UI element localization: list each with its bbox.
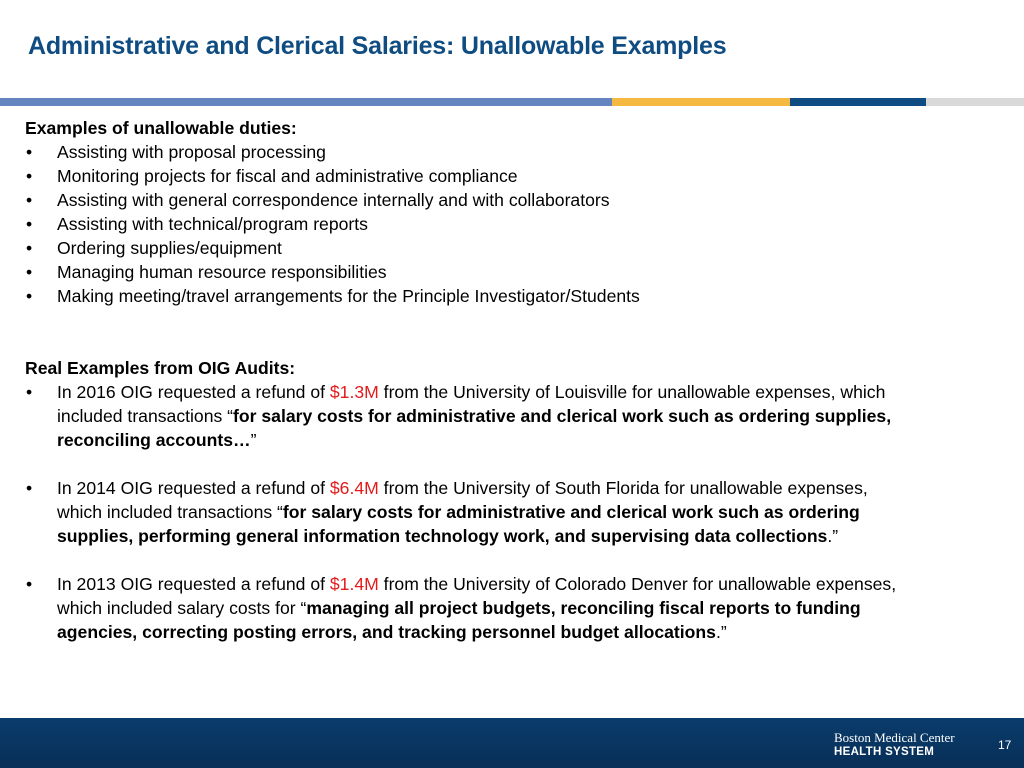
color-bar-segment-4 xyxy=(926,98,1024,106)
audit-item xyxy=(25,572,905,644)
color-bar-segment-3 xyxy=(790,98,926,106)
audit-text-mid: from the University of Colorado Denver for unallowable expenses, which included salary costs for “ xyxy=(57,574,897,618)
audit-text-post: .” xyxy=(715,622,727,642)
duty-text: Assisting with technical/program reports xyxy=(57,214,368,234)
duty-item xyxy=(25,284,905,308)
bullet-icon: • xyxy=(26,166,33,186)
audits-heading: Real Examples from OIG Audits: xyxy=(25,358,296,378)
duty-text: Ordering supplies/equipment xyxy=(57,238,282,258)
audit-text-post: .” xyxy=(827,526,839,546)
audits-list xyxy=(25,380,905,644)
header-color-bar xyxy=(0,98,1024,106)
audit-quote-bold: for salary costs for administrative and clerical work such as ordering supplies, performing general information technology work, and supervising data collections xyxy=(57,502,860,546)
bullet-icon: • xyxy=(26,574,33,594)
audit-text-pre: In 2014 OIG requested a refund of xyxy=(57,478,330,498)
audit-text-mid: from the University of Louisville for unallowable expenses, which included transactions “ xyxy=(57,382,886,426)
duty-item xyxy=(25,260,905,284)
slide-body xyxy=(25,116,905,644)
audit-text-post: ” xyxy=(250,430,257,450)
item-spacer xyxy=(25,452,905,476)
duty-item xyxy=(25,236,905,260)
duty-item xyxy=(25,188,905,212)
item-spacer xyxy=(25,548,905,572)
bullet-icon: • xyxy=(26,286,33,306)
audit-quote-bold: for salary costs for administrative and clerical work such as ordering supplies, reconciling accounts… xyxy=(57,406,892,450)
slide-title: Administrative and Clerical Salaries: Unallowable Examples xyxy=(28,32,727,60)
bullet-icon: • xyxy=(26,262,33,282)
duty-text: Monitoring projects for fiscal and administrative compliance xyxy=(57,166,518,186)
audit-text-mid: from the University of South Florida for unallowable expenses, which included transactions “ xyxy=(57,478,868,522)
logo-line-2: HEALTH SYSTEM xyxy=(834,746,935,758)
duty-text: Making meeting/travel arrangements for the Principle Investigator/Students xyxy=(57,286,640,306)
color-bar-segment-2 xyxy=(612,98,790,106)
bullet-icon: • xyxy=(26,238,33,258)
bullet-icon: • xyxy=(26,382,33,402)
bmc-logo xyxy=(834,731,955,759)
duty-item xyxy=(25,212,905,236)
duties-list xyxy=(25,140,905,308)
duty-item xyxy=(25,164,905,188)
logo-line-1: Boston Medical Center xyxy=(834,730,955,745)
refund-amount: $6.4M xyxy=(329,478,379,498)
section-spacer xyxy=(25,308,905,356)
refund-amount: $1.4M xyxy=(329,574,379,594)
bullet-icon: • xyxy=(26,478,33,498)
duties-heading: Examples of unallowable duties: xyxy=(25,118,297,138)
duty-text: Managing human resource responsibilities xyxy=(57,262,387,282)
duty-text: Assisting with general correspondence internally and with collaborators xyxy=(57,190,610,210)
bullet-icon: • xyxy=(26,214,33,234)
audit-item xyxy=(25,380,905,452)
audit-text-pre: In 2016 OIG requested a refund of xyxy=(57,382,330,402)
audit-text-pre: In 2013 OIG requested a refund of xyxy=(57,574,330,594)
footer-bar xyxy=(0,718,1024,768)
duty-item xyxy=(25,140,905,164)
bullet-icon: • xyxy=(26,142,33,162)
color-bar-segment-1 xyxy=(0,98,612,106)
page-number: 17 xyxy=(998,738,1012,752)
audit-quote-bold: managing all project budgets, reconciling fiscal reports to funding agencies, correcting posting errors, and tracking personnel budget allocations xyxy=(57,598,861,642)
bullet-icon: • xyxy=(26,190,33,210)
refund-amount: $1.3M xyxy=(329,382,379,402)
duty-text: Assisting with proposal processing xyxy=(57,142,326,162)
audit-item xyxy=(25,476,905,548)
